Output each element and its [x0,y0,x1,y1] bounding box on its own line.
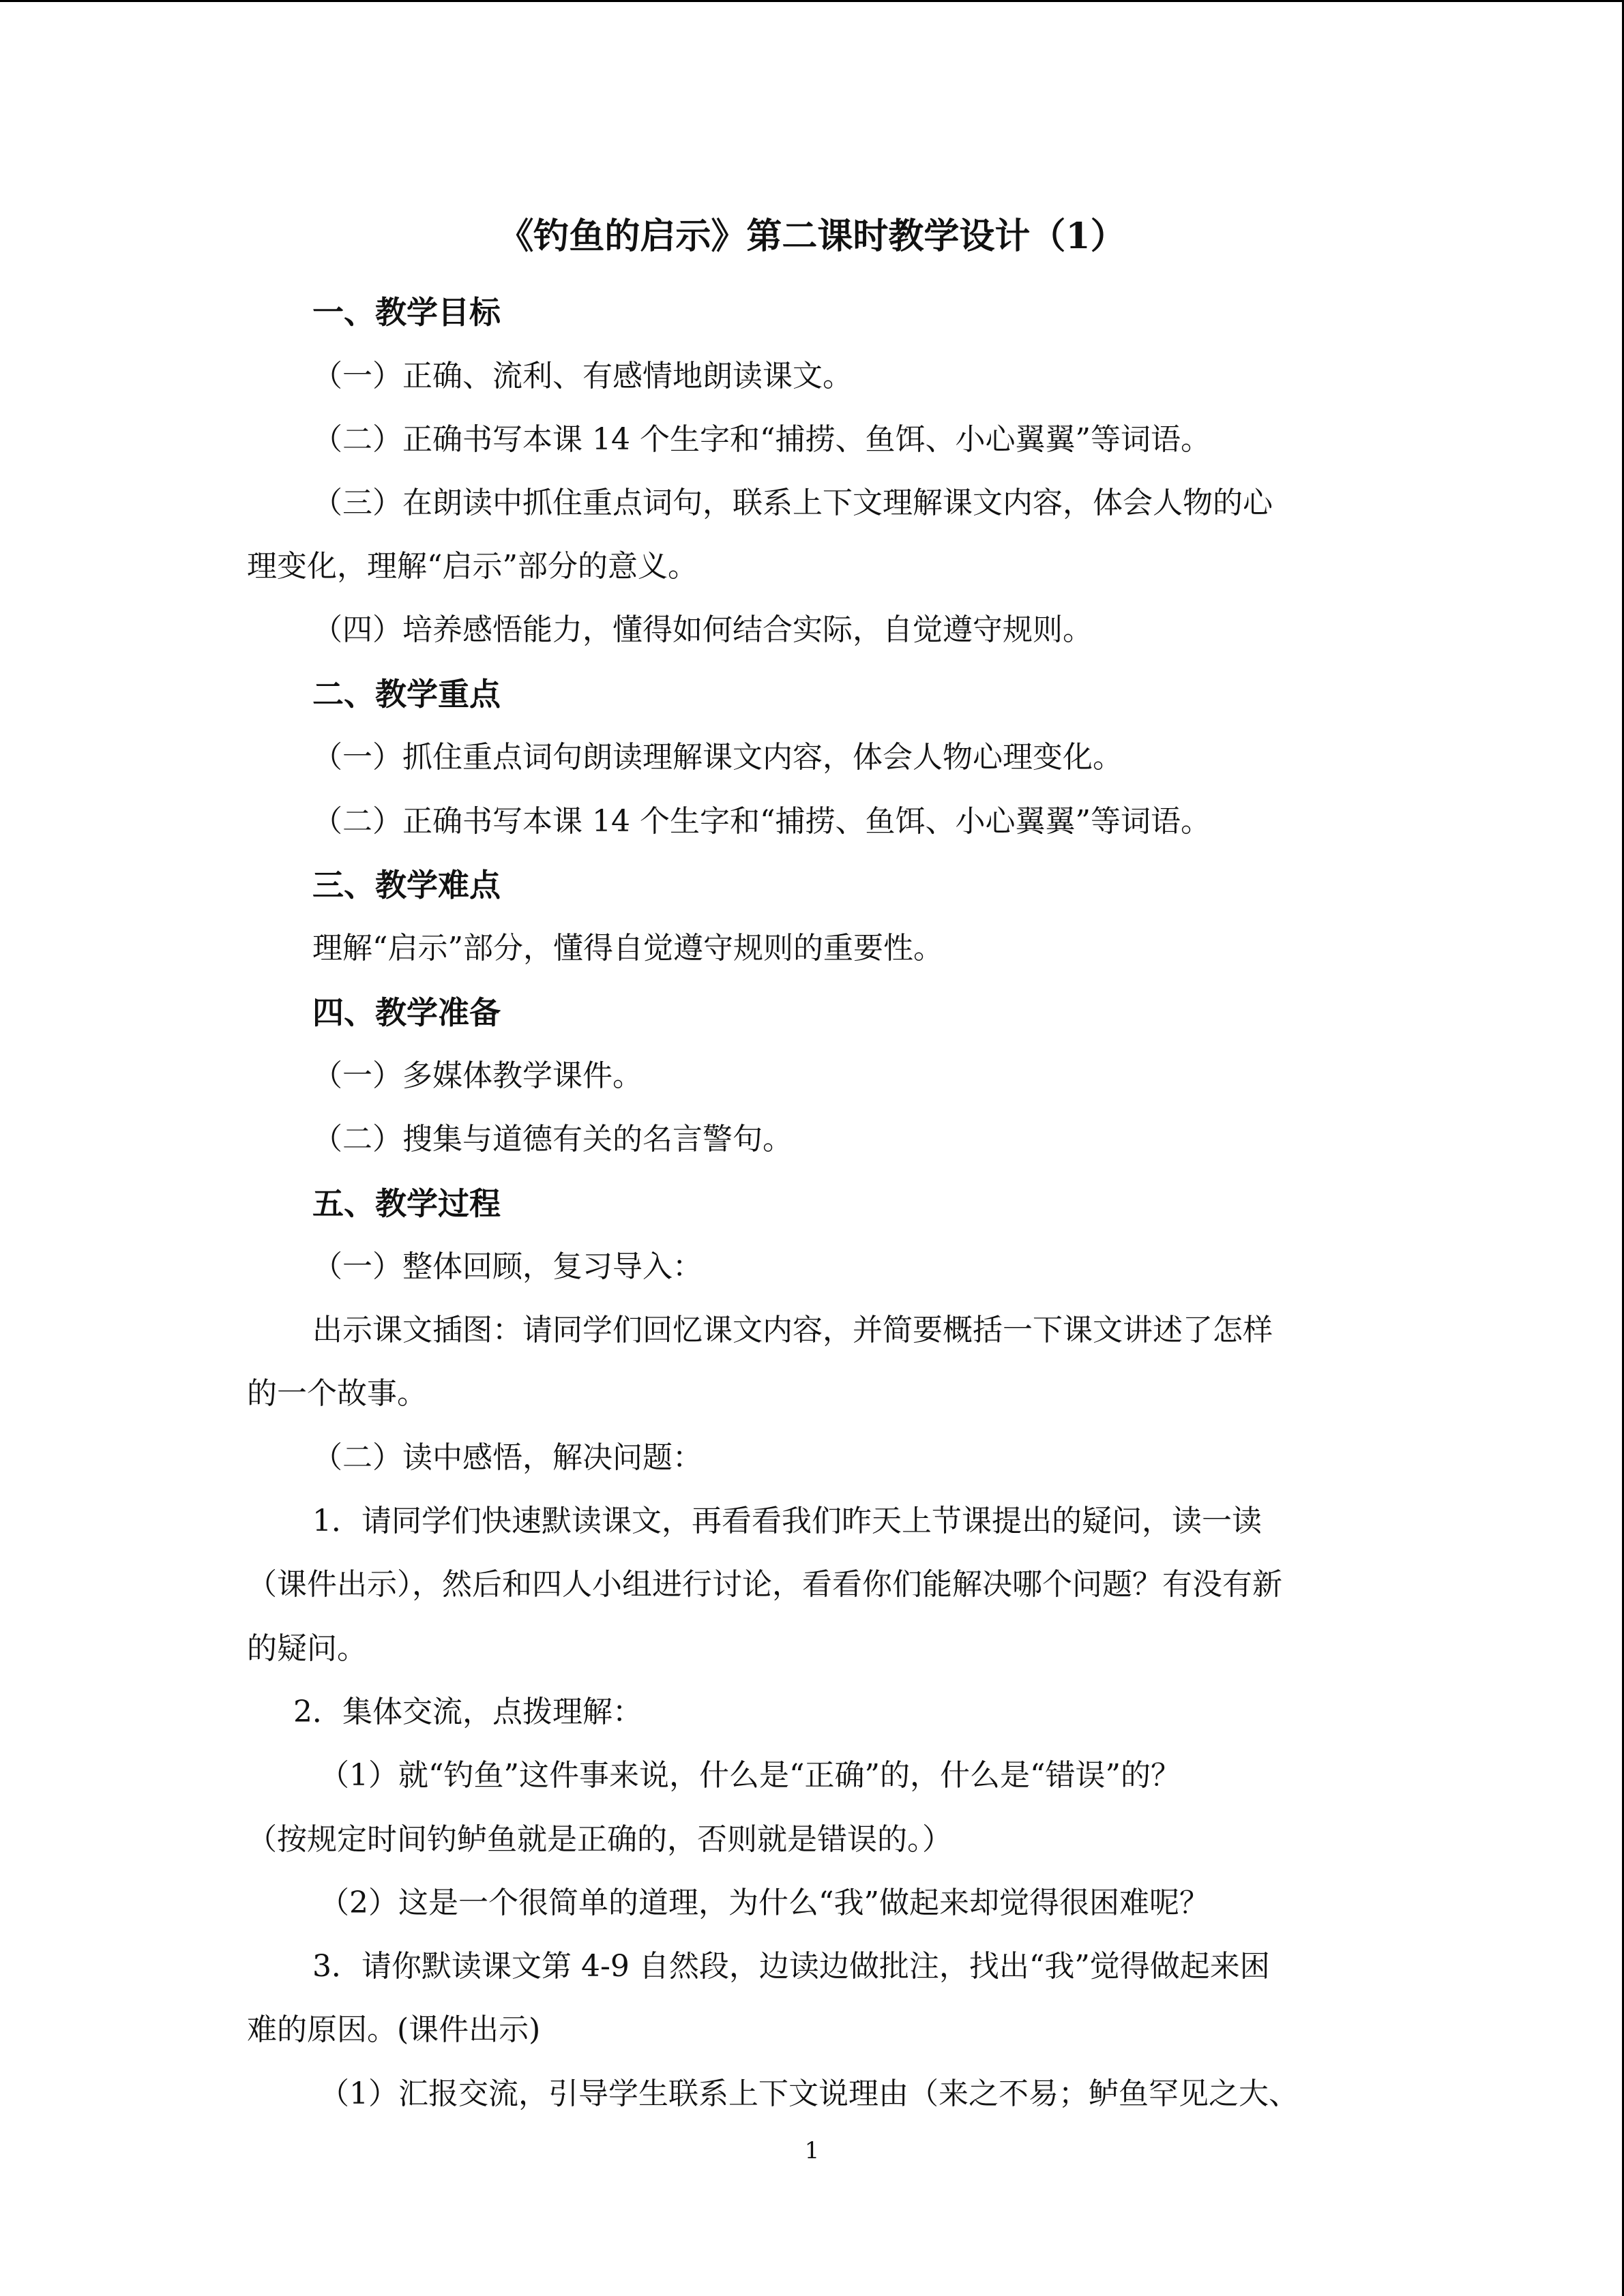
section-heading-key-points: 二、教学重点 [312,676,501,713]
paragraph-line: （一）整体回顾，复习导入： [312,1249,703,1284]
paragraph-line: （二）正确书写本课 14 个生字和“捕捞、鱼饵、小心翼翼”等词语。 [312,422,1211,457]
paragraph-line: （2）这是一个很简单的道理，为什么“我”做起来却觉得很困难呢？ [319,1885,1209,1920]
paragraph-line: （1）汇报交流，引导学生联系上下文说理由（来之不易；鲈鱼罕见之大、 [319,2076,1299,2111]
document-title: 《钓鱼的启示》第二课时教学设计（1） [498,215,1126,257]
paragraph-line: （二）搜集与道德有关的名言警句。 [312,1122,793,1157]
paragraph-line: 的一个故事。 [247,1376,427,1411]
paragraph-line: 3．请你默读课文第 4-9 自然段，边读边做批注，找出“我”觉得做起来困 [312,1949,1270,1984]
section-heading-process: 五、教学过程 [312,1185,501,1222]
page-border-top [0,0,1624,2]
section-heading-objectives: 一、教学目标 [312,294,501,331]
paragraph-line: （二）正确书写本课 14 个生字和“捕捞、鱼饵、小心翼翼”等词语。 [312,804,1211,839]
paragraph-line: （一）正确、流利、有感情地朗读课文。 [312,359,853,393]
section-heading-difficulties: 三、教学难点 [312,867,501,904]
paragraph-line: 难的原因。(课件出示) [247,2012,541,2047]
paragraph-line: （1）就“钓鱼”这件事来说，什么是“正确”的，什么是“错误”的？ [319,1758,1181,1793]
paragraph-line: （课件出示），然后和四人小组进行讨论，看看你们能解决哪个问题？有没有新 [247,1567,1282,1602]
paragraph-line: （四）培养感悟能力，懂得如何结合实际，自觉遵守规则。 [312,612,1093,647]
page-number: 1 [804,2137,820,2164]
paragraph-line: 2．集体交流，点拨理解： [293,1695,643,1729]
paragraph-line: （三）在朗读中抓住重点词句，联系上下文理解课文内容，体会人物的心 [312,486,1273,520]
section-heading-preparation: 四、教学准备 [312,994,501,1031]
paragraph-line: 理解“启示”部分，懂得自觉遵守规则的重要性。 [312,931,943,966]
paragraph-line: （一）抓住重点词句朗读理解课文内容，体会人物心理变化。 [312,740,1123,775]
paragraph-line: （一）多媒体教学课件。 [312,1058,643,1093]
paragraph-line: （按规定时间钓鲈鱼就是正确的，否则就是错误的。） [247,1822,952,1857]
paragraph-line: 的疑问。 [247,1631,367,1666]
paragraph-line: 1．请同学们快速默读课文，再看看我们昨天上节课提出的疑问，读一读 [312,1504,1262,1538]
paragraph-line: 理变化，理解“启示”部分的意义。 [247,549,698,584]
paragraph-line: （二）读中感悟，解决问题： [312,1440,703,1475]
paragraph-line: 出示课文插图：请同学们回忆课文内容，并简要概括一下课文讲述了怎样 [312,1313,1273,1347]
